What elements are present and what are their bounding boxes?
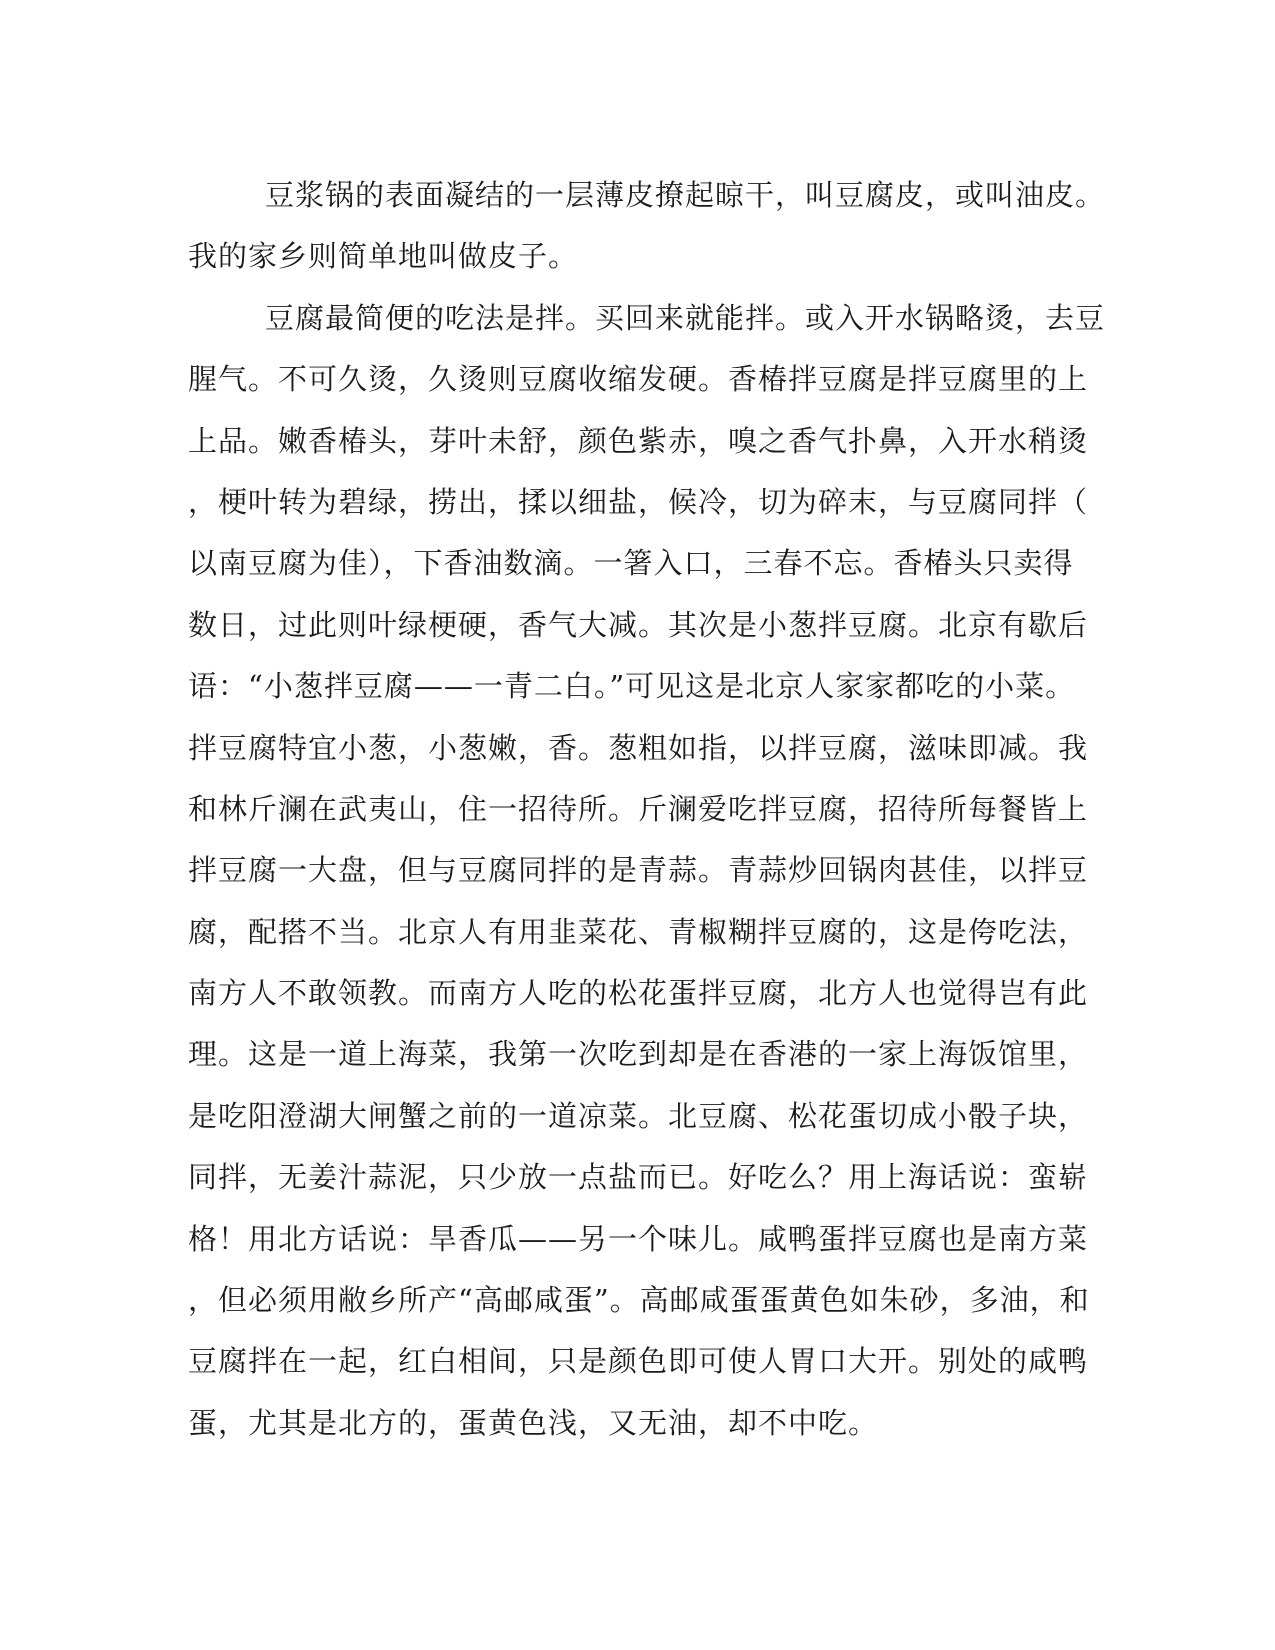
text-line: 豆浆锅的表面凝结的一层薄皮撩起晾干，叫豆腐皮，或叫油皮。 <box>265 178 1106 212</box>
text-line: 理。这是一道上海菜，我第一次吃到却是在香港的一家上海饭馆里， <box>188 1037 1089 1072</box>
text-line: 蛋，尤其是北方的，蛋黄色浅，又无油，却不中吃。 <box>188 1405 879 1440</box>
text-line: 拌豆腐特宜小葱，小葱嫩，香。葱粗如指，以拌豆腐，滋味即减。我 <box>188 730 1089 765</box>
text-line: 同拌，无姜汁蒜泥，只少放一点盐而已。好吃么？用上海话说：蛮崭 <box>188 1160 1089 1195</box>
text-line: 语：“小葱拌豆腐——一青二白。”可见这是北京人家家都吃的小菜。 <box>188 669 1076 704</box>
text-line: 拌豆腐一大盘，但与豆腐同拌的是青蒜。青蒜炒回锅肉甚佳，以拌豆 <box>188 853 1089 888</box>
text-line: 上品。嫩香椿头，芽叶未舒，颜色紫赤，嗅之香气扑鼻，入开水稍烫 <box>188 423 1089 458</box>
text-line: ，梗叶转为碧绿，捞出，揉以细盐，候冷，切为碎末，与豆腐同拌（ <box>188 484 1089 519</box>
text-line: 豆腐最简便的吃法是拌。买回来就能拌。或入开水锅略烫，去豆 <box>265 300 1106 335</box>
text-line: 南方人不敢领教。而南方人吃的松花蛋拌豆腐，北方人也觉得岂有此 <box>188 976 1089 1011</box>
paragraph <box>188 165 1106 288</box>
paragraph <box>188 288 1106 1454</box>
text-line: 格！用北方话说：旱香瓜——另一个味儿。咸鸭蛋拌豆腐也是南方菜 <box>188 1221 1089 1256</box>
text-line: 腥气。不可久烫，久烫则豆腐收缩发硬。香椿拌豆腐是拌豆腐里的上 <box>188 362 1089 397</box>
text-line: 豆腐拌在一起，红白相间，只是颜色即可使人胃口大开。别处的咸鸭 <box>188 1344 1089 1379</box>
text-line: 腐，配搭不当。北京人有用韭菜花、青椒糊拌豆腐的，这是侉吃法， <box>188 914 1089 949</box>
text-line: 我的家乡则简单地叫做皮子。 <box>188 239 579 274</box>
text-line: 和林斤澜在武夷山，住一招待所。斤澜爱吃拌豆腐，招待所每餐皆上 <box>188 791 1089 826</box>
text-line: ，但必须用敝乡所产“高邮咸蛋”。高邮咸蛋蛋黄色如朱砂，多油，和 <box>188 1283 1090 1318</box>
text-line: 以南豆腐为佳），下香油数滴。一箸入口，三春不忘。香椿头只卖得 <box>188 546 1074 581</box>
text-line: 是吃阳澄湖大闸蟹之前的一道凉菜。北豆腐、松花蛋切成小骰子块， <box>188 1098 1089 1133</box>
body-text <box>188 165 1106 1454</box>
text-line: 数日，过此则叶绿梗硬，香气大减。其次是小葱拌豆腐。北京有歇后 <box>188 607 1089 642</box>
